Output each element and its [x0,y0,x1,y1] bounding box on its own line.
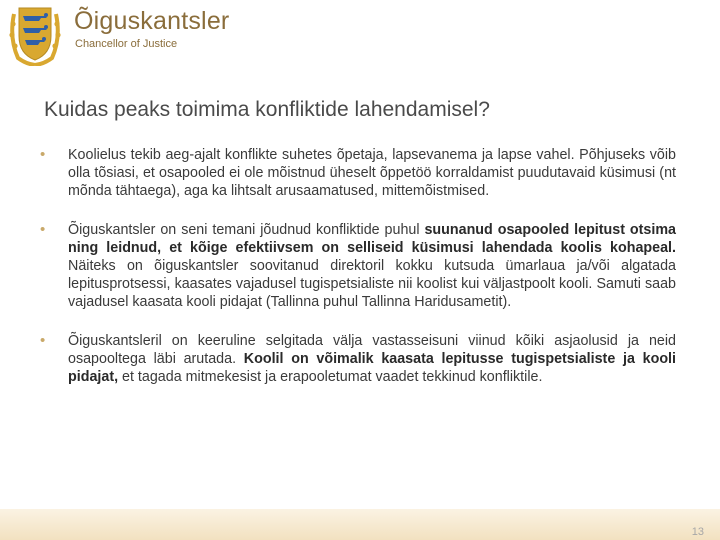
bullet-icon: • [40,332,46,349]
bullet-item-conflicts [40,146,676,200]
bullet-text-continued: Näiteks on õiguskantsler soovitanud direktoril kokku kutsuda ümarlaua ja/või algatada lepitusprotsessi, kaasates vajadusel tugispetsialiste nii koolist kui väljastpoolt kooli. Samuti saab vajadusel kaasata kooli pidajat (Tallinna puhul Tallinna Haridusametit). [68,258,676,310]
bullet-item-support [40,332,676,386]
brand-name: Õiguskantsler [74,7,230,35]
coat-of-arms-icon [8,4,62,66]
bullet-emphasis: Koolil on võimalik kaasata lepitusse tugispetsialiste ja kooli pidajat, [68,351,676,385]
bullet-text: Koolielus tekib aeg-ajalt konflikte suhetes õpetaja, lapsevanema ja lapse vahel. Põhjuseks võib olla tõsiasi, et osapooled ei ole mõistnud üheselt õppetöö korraldamist puudutavaid küsimusi (nt mõnda tähtaega), aga ka lihtsalt arusaamatused, mittemõistmised. [68,147,676,199]
slide-title: Kuidas peaks toimima konfliktide lahendamisel? [44,98,490,121]
bullet-text: Õiguskantsleril on keeruline selgitada välja vastasseisuni viinud kõiki asjaolusid ja neid osapooltega läbi arutada. [68,333,676,367]
brand-subtitle: Chancellor of Justice [75,38,178,50]
bullet-icon: • [40,221,46,238]
page-number: 13 [691,526,704,538]
bullet-list [40,146,676,386]
bullet-item-mediation [40,221,676,311]
bullet-emphasis: suunanud osapooled lepitust otsima ning leidnud, et kõige efektiivsem on selliseid küsimusi lahendada koolis kohapeal. [68,222,676,256]
bullet-icon: • [40,146,46,163]
bullet-text-continued: et tagada mitmekesist ja erapooletumat vaadet tekkinud konfliktile. [118,369,543,385]
footer-bar [0,509,720,540]
header [0,0,720,72]
bullet-text: Õiguskantsler on seni temani jõudnud konfliktide puhul [68,222,425,238]
